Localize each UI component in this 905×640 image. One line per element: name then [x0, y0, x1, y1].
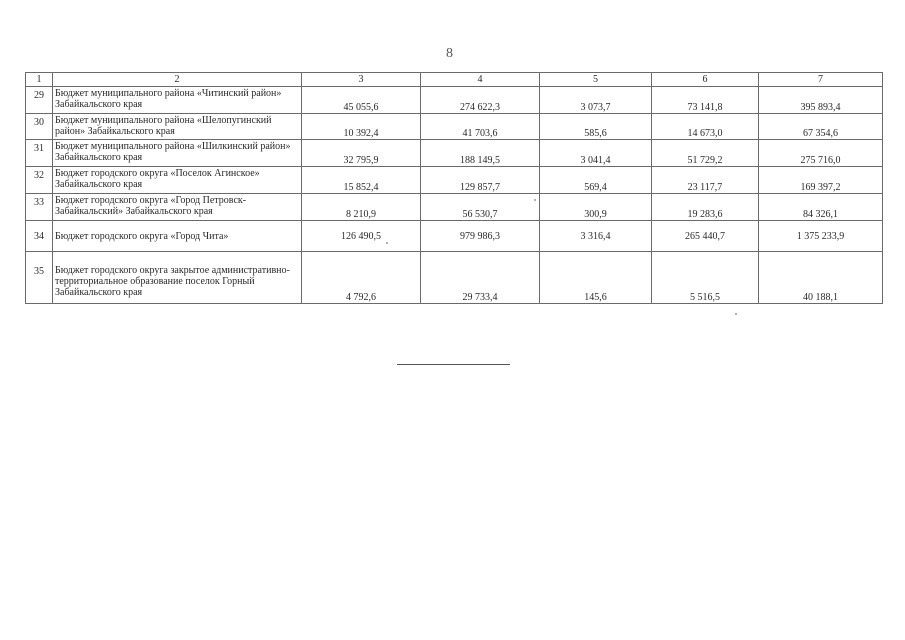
value-col-4: 188 149,5: [421, 140, 540, 167]
value-col-5: 3 073,7: [540, 87, 652, 114]
header-col-2: 2: [53, 73, 302, 87]
row-number: 32: [26, 167, 53, 194]
table-row: [26, 114, 883, 140]
header-col-6: 6: [652, 73, 759, 87]
header-col-7: 7: [759, 73, 883, 87]
header-col-5: 5: [540, 73, 652, 87]
value-col-4: 56 530,7: [421, 194, 540, 221]
value-col-3: 126 490,5: [302, 221, 421, 252]
row-number: 34: [26, 221, 53, 252]
table-row: [26, 87, 883, 114]
scan-speck: [386, 242, 388, 244]
budget-name: Бюджет городского округа «Город Чита»: [53, 221, 302, 252]
value-col-4: 979 986,3: [421, 221, 540, 252]
value-col-5: 585,6: [540, 114, 652, 140]
row-number: 33: [26, 194, 53, 221]
table-row: [26, 252, 883, 304]
value-col-5: 569,4: [540, 167, 652, 194]
table-row: [26, 140, 883, 167]
row-number: 35: [26, 252, 53, 304]
end-divider-line: [397, 364, 510, 365]
value-col-5: 3 316,4: [540, 221, 652, 252]
budget-name: Бюджет муниципального района «Шелопугинский район» Забайкальского края: [53, 114, 302, 140]
value-col-7: 275 716,0: [759, 140, 883, 167]
budget-name: Бюджет городского округа закрытое административно-территориальное образование поселок Горный Забайкальского края: [53, 252, 302, 304]
budget-name: Бюджет городского округа «Город Петровск-Забайкальский» Забайкальского края: [53, 194, 302, 221]
value-col-5: 145,6: [540, 252, 652, 304]
scan-speck: [735, 313, 737, 315]
table-row: [26, 221, 883, 252]
value-col-3: 4 792,6: [302, 252, 421, 304]
budget-name: Бюджет муниципального района «Шилкинский район» Забайкальского края: [53, 140, 302, 167]
budget-name: Бюджет городского округа «Поселок Агинское» Забайкальского края: [53, 167, 302, 194]
row-number: 31: [26, 140, 53, 167]
value-col-7: 84 326,1: [759, 194, 883, 221]
value-col-3: 15 852,4: [302, 167, 421, 194]
header-col-4: 4: [421, 73, 540, 87]
value-col-3: 10 392,4: [302, 114, 421, 140]
header-col-3: 3: [302, 73, 421, 87]
value-col-6: 265 440,7: [652, 221, 759, 252]
value-col-5: 3 041,4: [540, 140, 652, 167]
budget-name: Бюджет муниципального района «Читинский район» Забайкальского края: [53, 87, 302, 114]
row-number: 30: [26, 114, 53, 140]
value-col-6: 51 729,2: [652, 140, 759, 167]
value-col-6: 23 117,7: [652, 167, 759, 194]
table-header-row: [26, 73, 883, 87]
value-col-4: 41 703,6: [421, 114, 540, 140]
value-col-7: 395 893,4: [759, 87, 883, 114]
value-col-4: 129 857,7: [421, 167, 540, 194]
value-col-6: 14 673,0: [652, 114, 759, 140]
value-col-4: 29 733,4: [421, 252, 540, 304]
scan-speck: [534, 199, 536, 201]
value-col-6: 19 283,6: [652, 194, 759, 221]
value-col-7: 1 375 233,9: [759, 221, 883, 252]
value-col-3: 45 055,6: [302, 87, 421, 114]
value-col-6: 5 516,5: [652, 252, 759, 304]
table-row: [26, 167, 883, 194]
value-col-4: 274 622,3: [421, 87, 540, 114]
budget-table: [25, 72, 883, 304]
page-number: 8: [446, 46, 453, 61]
value-col-7: 67 354,6: [759, 114, 883, 140]
value-col-6: 73 141,8: [652, 87, 759, 114]
value-col-3: 8 210,9: [302, 194, 421, 221]
table-row: [26, 194, 883, 221]
value-col-7: 40 188,1: [759, 252, 883, 304]
row-number: 29: [26, 87, 53, 114]
header-col-1: 1: [26, 73, 53, 87]
value-col-5: 300,9: [540, 194, 652, 221]
value-col-3: 32 795,9: [302, 140, 421, 167]
value-col-7: 169 397,2: [759, 167, 883, 194]
